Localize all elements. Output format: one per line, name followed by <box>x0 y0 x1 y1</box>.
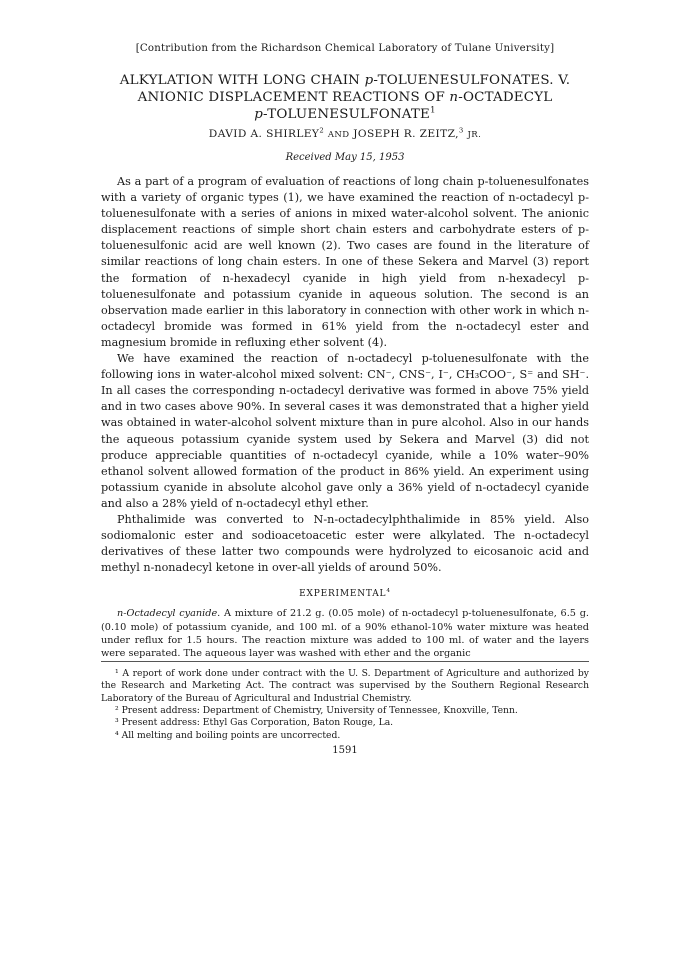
experimental-lead: n-Octadecyl cyanide. <box>117 608 221 620</box>
footnote-2: ² Present address: Department of Chemistry, University of Tennessee, Knoxville, Tenn. <box>115 705 518 717</box>
article-body <box>101 174 589 576</box>
page <box>101 42 589 756</box>
paragraph-1: As a part of a program of evaluation of reactions of long chain p-toluenesulfonates with a variety of organic types (1), we have examined the reaction of n-octadecyl p-toluenesulfonate with a series of anions in mixed water-alcohol solvent. The anionic displacement reactions of simple short chain esters and carbohydrate esters of p-toluenesulfonic acid are well known (2). Two cases are found in the literature of similar reactions of long chain esters. In one of these Sekera and Marvel (3) report the formation of n-hexadecyl cyanide in high yield from n-hexadecyl p-toluenesulfonate and potassium cyanide in aqueous solution. The second is an observation made earlier in this laboratory in connection with other work in which n-octadecyl bromide was formed in 61% yield from the n-octadecyl ester and magnesium bromide in refluxing ether solvent (4). <box>101 175 589 349</box>
title-line-1: ALKYLATION WITH LONG CHAIN p-TOLUENESULFONATES. V. <box>119 73 571 88</box>
footnotes <box>101 668 589 742</box>
footnote-divider <box>101 661 589 662</box>
paragraph-2: We have examined the reaction of n-octadecyl p-toluenesulfonate with the following ions in water-alcohol mixed solvent: CN⁻, CNS⁻, I⁻, CH₃COO⁻, S⁼ and SH⁻. In all cases the corresponding n-octadecyl derivative was formed in above 75% yield and in two cases above 90%. In several cases it was demonstrated that a higher yield was obtained in water-alcohol solvent mixture than in pure alcohol. Also in our hands the aqueous potassium cyanide system used by Sekera and Marvel (3) did not produce appreciable quantities of n-octadecyl cyanide, while a 10% water–90% ethanol solvent allowed formation of the product in 86% yield. An experiment using potassium cyanide in absolute alcohol gave only a 36% yield of n-octadecyl cyanide and also a 28% yield of n-octadecyl ethyl ether. <box>101 352 589 510</box>
paragraph-3: Phthalimide was converted to N-n-octadecylphthalimide in 85% yield. Also sodiomalonic ester and sodioacetoacetic ester were alkylated. The n-octadecyl derivatives of these latter two compounds were hydrolyzed to eicosanoic acid and methyl n-nonadecyl ketone in over-all yields of around 50%. <box>101 512 589 575</box>
experimental-heading: EXPERIMENTAL$^4$ <box>299 588 391 600</box>
contribution-line: [Contribution from the Richardson Chemical Laboratory of Tulane University] <box>135 43 555 54</box>
footnote-4: ⁴ All melting and boiling points are uncorrected. <box>115 729 341 741</box>
author-1: DAVID A. SHIRLEY <box>208 128 320 140</box>
title-line-2: ANIONIC DISPLACEMENT REACTIONS OF n-OCTADECYL <box>137 90 553 105</box>
experimental-section <box>101 607 589 660</box>
author-2: JOSEPH R. ZEITZ, <box>353 128 459 140</box>
author-line: DAVID A. SHIRLEY$^2$ AND JOSEPH R. ZEITZ,$^3$ JR. <box>208 126 482 140</box>
page-number: 1591 <box>332 744 358 756</box>
article-title <box>101 72 589 123</box>
received-date: Received May 15, 1953 <box>285 152 405 163</box>
experimental-paragraph: n-Octadecyl cyanide. A mixture of 21.2 g. (0.05 mole) of n-octadecyl p-toluenesulfonate, 6.5 g. (0.10 mole) of potassium cyanide, and 100 ml. of a 90% ethanol-10% water mixture was heated under reflux for 1.5 hours. The reaction mixture was added to 100 ml. of water and the layers were separated. The aqueous layer was washed with ether and the organic <box>101 608 589 659</box>
title-line-3: p-TOLUENESULFONATE$^1$ <box>254 105 436 122</box>
footnote-1: ¹ A report of work done under contract with the U. S. Department of Agriculture and authorized by the Research and Marketing Act. The contract was supervised by the Southern Regional Research Laboratory of the Bureau of Agricultural and Industrial Chemistry. <box>101 668 589 704</box>
footnote-3: ³ Present address: Ethyl Gas Corporation, Baton Rouge, La. <box>115 717 394 729</box>
